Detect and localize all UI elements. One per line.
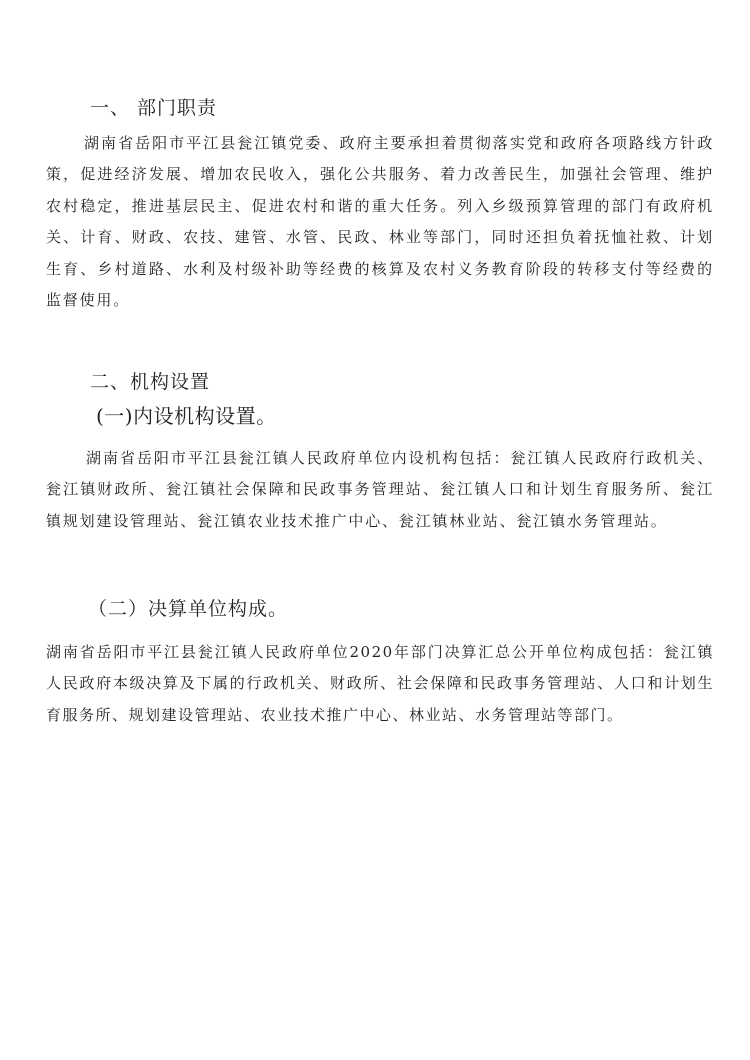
subsection-heading-internal-structure: (一)内设机构设置。 [96,404,277,428]
section-heading-organization: 二、机构设置 [90,371,211,393]
paragraph-internal-structure: 湖南省岳阳市平江县瓮江镇人民政府单位内设机构包括：瓮江镇人民政府行政机关、瓮江镇财政所、瓮江镇社会保障和民政事务管理站、瓮江镇人口和计划生育服务所、瓮江镇规划建设管理站、瓮江镇农业技术推广中心、瓮江镇林业站、瓮江镇水务管理站。 [46,449,714,530]
subsection-heading-budget-units: （二）决算单位构成。 [88,598,289,620]
paragraph-budget-units: 湖南省岳阳市平江县瓮江镇人民政府单位2020年部门决算汇总公开单位构成包括：瓮江镇人民政府本级决算及下属的行政机关、财政所、社会保障和民政事务管理站、人口和计划生育服务所、规划建设管理站、农业技术推广中心、林业站、水务管理站等部门。 [46,643,714,724]
section-heading-department-duties: 一、 部门职责 [90,97,218,119]
paragraph-department-duties: 湖南省岳阳市平江县瓮江镇党委、政府主要承担着贯彻落实党和政府各项路线方针政策，促进经济发展、增加农民收入，强化公共服务、着力改善民生，加强社会管理、维护农村稳定，推进基层民主、促进农村和谐的重大任务。列入乡级预算管理的部门有政府机关、计育、财政、农技、建管、水管、民政、林业等部门，同时还担负着抚恤社救、计划生育、乡村道路、水利及村级补助等经费的核算及农村义务教育阶段的转移支付等经费的监督使用。 [46,134,714,310]
